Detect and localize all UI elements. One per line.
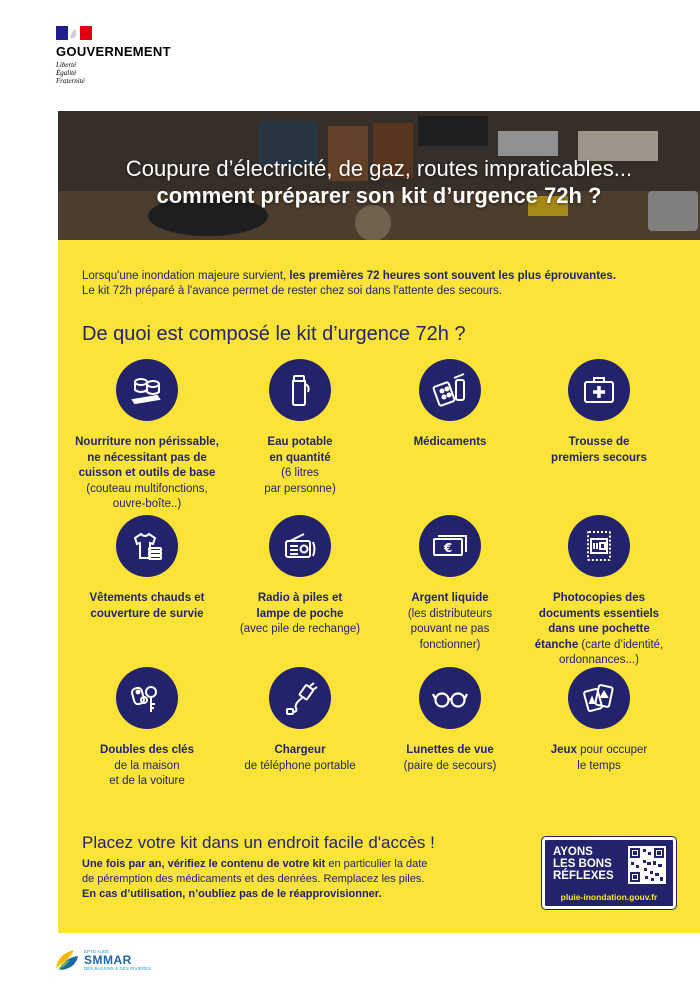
kit-item-keys-bold-1: Doubles des clés (100, 744, 194, 756)
kit-item-food-normal-2: ouvre-boîte..) (112, 498, 182, 510)
water-bottle-icon (269, 359, 331, 421)
footer-line1-bold: Une fois par an, vérifiez le contenu de votre kit (82, 858, 326, 870)
kit-item-food-bold-2: ne nécessitant pas de (87, 451, 207, 464)
playing-cards-icon (568, 667, 630, 729)
glasses-icon (419, 667, 481, 729)
badge-url[interactable]: pluie-inondation.gouv.fr (560, 892, 658, 902)
kit-item-first-aid-bold-1: Trousse de (568, 436, 630, 448)
motto-fraternite: Fraternité (56, 77, 85, 85)
kit-item-cash-normal-2: pouvant ne pas (410, 623, 490, 635)
smmar-logo (54, 948, 151, 972)
kit-item-food-normal-1: (couteau multifonctions, (86, 482, 208, 495)
keys-icon (116, 667, 178, 729)
government-logo (56, 26, 171, 85)
motto-liberte: Liberté (56, 61, 77, 69)
kit-item-keys-normal-2: et de la voiture (109, 775, 185, 787)
kit-item-games-normal-1: le temps (577, 759, 621, 772)
smmar-name: SMMAR (84, 953, 132, 967)
hero-title-line1: Coupure d’électricité, de gaz, routes impraticables... (125, 156, 633, 181)
kit-item-cash-normal-1: (les distributeurs (407, 607, 493, 620)
bons-reflexes-badge[interactable] (542, 837, 676, 909)
kit-item-glasses-bold-1: Lunettes de vue (406, 744, 494, 756)
footer-line2: de péremption des médicaments et des denrées. Remplacez les piles. (82, 873, 425, 885)
intro-part1-bold: les premières 72 heures sont souvent les plus éprouvantes. (289, 270, 617, 282)
radio-icon (269, 515, 331, 577)
badge-line-3: RÉFLEXES (553, 870, 614, 882)
kit-item-documents-normal-1: ordonnances...) (559, 654, 639, 666)
kit-item-food-bold-1: Nourriture non périssable, (75, 436, 219, 448)
kit-item-glasses-normal-1: (paire de secours) (403, 759, 497, 772)
kit-item-clothes-bold-2: couverture de survie (90, 607, 204, 620)
kit-item-documents-bold-1: Photocopies des (552, 592, 646, 604)
first-aid-kit-icon (568, 359, 630, 421)
hero-title-line2: comment préparer son kit d’urgence 72h ? (156, 183, 602, 208)
document-pouch-icon (568, 515, 630, 577)
footer-title: Placez votre kit dans un endroit facile d'accès ! (82, 833, 435, 852)
intro-text (82, 269, 682, 299)
section-title: De quoi est composé le kit d’urgence 72h ? (82, 323, 466, 345)
intro-part1: Lorsqu'une inondation majeure survient, (82, 270, 290, 282)
smmar-tagline-bottom: DES BASSINS & DES RIVIÈRES (84, 966, 152, 971)
kit-item-first-aid-bold-2: premiers secours (551, 451, 647, 464)
kit-item-cash-bold-1: Argent liquide (411, 592, 489, 604)
phone-charger-icon (269, 667, 331, 729)
kit-item-documents-line-4 (514, 638, 684, 654)
kit-item-radio (215, 515, 385, 638)
kit-item-games (514, 667, 684, 774)
kit-item-documents-bold-2: documents essentiels (538, 607, 660, 620)
kit-item-first-aid (514, 359, 684, 466)
kit-item-keys-normal-1: de la maison (114, 759, 180, 772)
kit-item-clothes (62, 515, 232, 622)
badge-line-1: AYONS (553, 846, 593, 858)
motto-egalite: Égalité (56, 69, 77, 77)
kit-item-glasses (365, 667, 535, 774)
intro-part2: Le kit 72h préparé à l'avance permet de rester chez soi dans l'attente des secours. (82, 285, 502, 297)
kit-item-food (62, 359, 232, 513)
kit-item-documents-normal-inline: (carte d’identité, (578, 638, 664, 651)
cash-banknote-icon (419, 515, 481, 577)
kit-item-charger-bold-1: Chargeur (274, 744, 326, 756)
kit-item-clothes-bold-1: Vêtements chauds et (89, 592, 205, 604)
kit-item-cash-normal-3: fonctionner) (419, 638, 481, 651)
kit-item-radio-bold-1: Radio à piles et (257, 592, 343, 604)
footer-line3-bold: En cas d’utilisation, n’oubliez pas de le réapprovisionner. (82, 888, 382, 900)
kit-item-games-normal-inline: pour occuper (576, 744, 648, 756)
kit-item-documents (514, 515, 684, 669)
poster (58, 111, 700, 933)
kit-item-keys (62, 667, 232, 790)
footer-line1-rest: en particulier la date (325, 858, 428, 870)
kit-item-radio-normal-1: (avec pile de rechange) (239, 623, 361, 635)
kit-item-charger-normal-1: de téléphone portable (244, 759, 356, 772)
smmar-leaf-icon (54, 948, 80, 972)
svg-text:€: € (443, 541, 453, 555)
kit-item-games-line-1 (514, 743, 684, 759)
kit-item-medicine (365, 359, 535, 451)
hero-banner (58, 111, 700, 240)
food-cans-knife-icon (116, 359, 178, 421)
kit-item-water (215, 359, 385, 497)
kit-item-food-bold-3: cuisson et outils de base (78, 467, 216, 479)
smmar-tagline-top: EPTB AUDE (84, 949, 110, 954)
smmar-text (84, 949, 151, 971)
kit-item-water-normal-1: (6 litres (281, 467, 319, 479)
badge-text (553, 846, 623, 882)
marianne-flag-icon (56, 26, 92, 40)
kit-item-documents-bold-3: dans une pochette (548, 623, 650, 635)
qr-code-icon (628, 846, 666, 884)
kit-item-documents-bold-inline: étanche (534, 638, 579, 651)
badge-line-2: LES BONS (553, 858, 612, 870)
hero-title (58, 155, 700, 209)
kit-item-games-bold-inline: Jeux (550, 744, 577, 756)
kit-item-charger (215, 667, 385, 774)
kit-item-medicine-bold-1: Médicaments (413, 436, 487, 448)
kit-item-radio-bold-2: lampe de poche (256, 607, 344, 620)
kit-item-cash (365, 515, 535, 653)
footer-text (82, 857, 522, 902)
kit-item-water-bold-2: en quantité (269, 451, 331, 464)
kit-item-water-bold-1: Eau potable (267, 436, 333, 448)
warm-clothes-icon (116, 515, 178, 577)
kit-item-water-normal-2: par personne) (264, 482, 336, 495)
motto (56, 61, 171, 85)
medicine-pills-icon (419, 359, 481, 421)
government-name: GOUVERNEMENT (56, 44, 171, 59)
